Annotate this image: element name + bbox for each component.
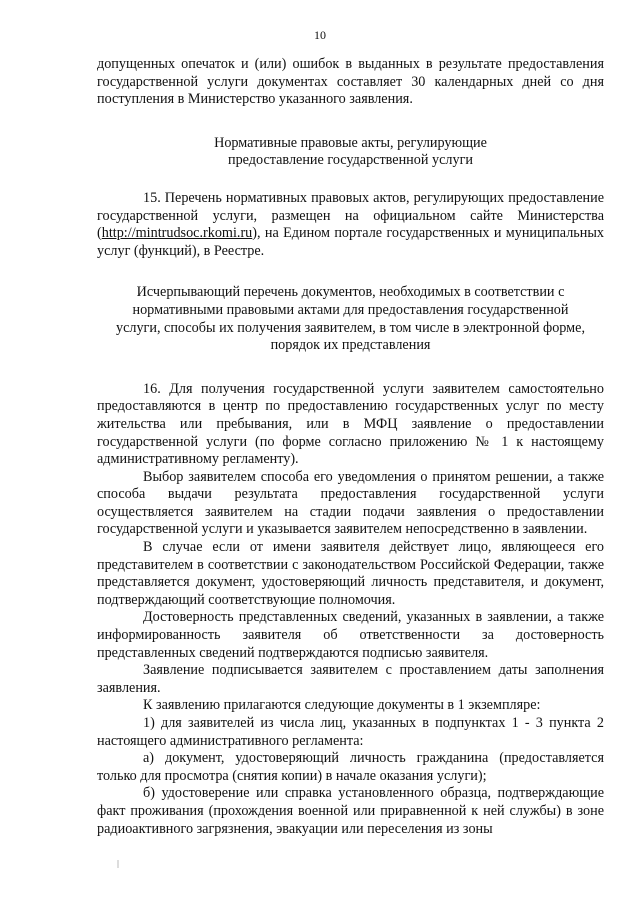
section-heading-line: предоставление государственной услуги [228,152,473,169]
paragraph-notification-method: Выбор заявителем способа его уведомления о принятом решении, а также способа выдачи результата предоставления государственной услуги осуществляется заявителем на стадии подачи заявления о предоставлении государственной услуги и указывается заявителем непосредственно в заявлении. [97,468,604,538]
list-item-a: а) документ, удостоверяющий личность гражданина (предоставляется только для просмотра (снятия копии) в начале оказания услуги); [97,750,604,784]
section-heading-line: порядок их представления [270,337,431,354]
scan-artifact [117,860,119,868]
page-number: 10 [314,28,326,42]
ministry-website-link[interactable]: http://mintrudsoc.rkomi.ru [101,225,253,242]
paragraph-attachments: К заявлению прилагаются следующие документы в 1 экземпляре: [143,697,541,714]
paragraph-15 [97,190,604,260]
paragraph-15-text-end: ), на Едином портале государственных и муниципальных услуг (функций), в Реестре. [97,225,604,259]
intro-paragraph: допущенных опечаток и (или) ошибок в выданных в результате предоставления государственной услуги документах составляет 30 календарных дней со дня поступления в Министерство указанного заявления. [97,56,604,108]
section-heading-line: Исчерпывающий перечень документов, необходимых в соответствии с [136,284,565,301]
list-item-1: 1) для заявителей из числа лиц, указанных в подпунктах 1 - 3 пункта 2 настоящего административного регламента: [97,715,604,749]
section-heading-line: Нормативные правовые акты, регулирующие [214,134,487,151]
section-heading-documents [97,284,604,354]
paragraph-signature: Заявление подписывается заявителем с проставлением даты заполнения заявления. [97,662,604,696]
section-heading-line: нормативными правовыми актами для предоставления государственной [132,301,569,318]
paragraph-16: 16. Для получения государственной услуги заявителем самостоятельно предоставляются в центр по предоставлению государственных услуг по месту жительства или пребывания, или в МФЦ заявление о предоставлении государственной услуги (по форме согласно приложению № 1 к настоящему административному регламенту). [97,380,604,468]
section-heading-line: услуги, способы их получения заявителем, в том числе в электронной форме, [115,319,586,336]
document-body [97,56,604,838]
paragraph-15-text: 15. Перечень нормативных правовых актов, регулирующих предоставление государственной услуги, размещен на официальном сайте Министерства ( [97,189,604,242]
paragraph-representative: В случае если от имени заявителя действует лицо, являющееся его представителем в соответствии с законодательством Российской Федерации, также представляется документ, удостоверяющий личность представителя, и документ, подтверждающий соответствующие полномочия. [97,539,604,608]
paragraph-reliability: Достоверность представленных сведений, указанных в заявлении, а также информированность заявителя об ответственности за достоверность представленных сведений подтверждаются подписью заявителя. [97,609,604,661]
list-item-b: б) удостоверение или справка установленного образца, подтверждающие факт проживания (прохождения военной или приравненной к ней службы) в зоне радиоактивного загрязнения, эвакуации или переселения из зоны [97,785,604,837]
section-heading-legal-acts [97,135,604,170]
